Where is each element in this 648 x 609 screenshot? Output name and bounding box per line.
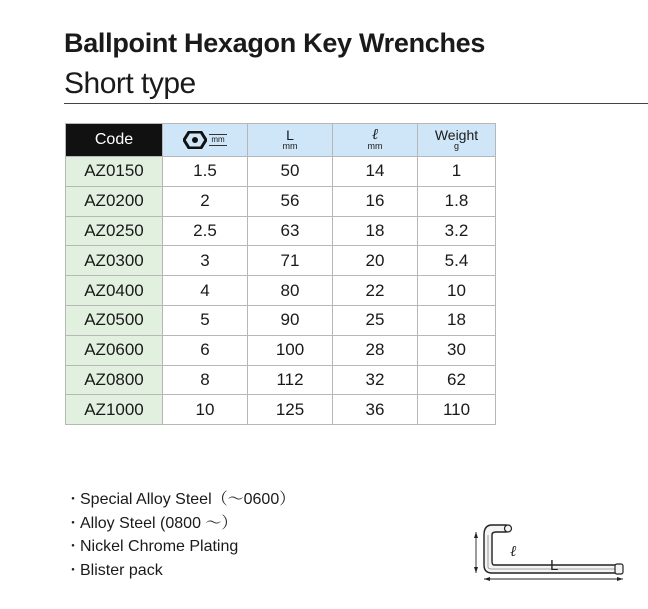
header-weight-unit: g bbox=[453, 141, 459, 151]
hexagon-icon bbox=[183, 131, 207, 149]
bullet: ・ bbox=[66, 561, 80, 578]
cell-weight: 18 bbox=[418, 305, 496, 335]
table-row bbox=[66, 395, 496, 425]
table-row bbox=[66, 276, 496, 306]
bullet: ・ bbox=[66, 514, 80, 531]
cell-l: 18 bbox=[333, 216, 418, 246]
header-weight bbox=[418, 124, 496, 157]
header-hex-unit: mm bbox=[211, 134, 225, 144]
header-l-unit: mm bbox=[367, 141, 383, 151]
cell-L: 100 bbox=[248, 335, 333, 365]
cell-size: 6 bbox=[163, 335, 248, 365]
cell-weight: 10 bbox=[418, 276, 496, 306]
header-l-label: ℓ bbox=[371, 127, 379, 143]
cell-L: 63 bbox=[248, 216, 333, 246]
header-weight-label: Weight bbox=[434, 127, 479, 143]
cell-weight: 5.4 bbox=[418, 246, 496, 276]
header-L-unit: mm bbox=[282, 141, 298, 151]
cell-l: 28 bbox=[333, 335, 418, 365]
wrench-dimension-diagram bbox=[466, 515, 630, 585]
table-row bbox=[66, 305, 496, 335]
header-L bbox=[248, 124, 333, 157]
cell-L: 80 bbox=[248, 276, 333, 306]
cell-l: 20 bbox=[333, 246, 418, 276]
table-header-row bbox=[66, 124, 496, 157]
header-hex-size bbox=[163, 124, 248, 157]
feature-list bbox=[66, 488, 295, 582]
cell-size: 2.5 bbox=[163, 216, 248, 246]
cell-l: 36 bbox=[333, 395, 418, 425]
title-divider bbox=[64, 103, 648, 104]
cell-L: 71 bbox=[248, 246, 333, 276]
cell-code: AZ0250 bbox=[66, 216, 163, 246]
cell-L: 90 bbox=[248, 305, 333, 335]
cell-size: 2 bbox=[163, 186, 248, 216]
cell-weight: 110 bbox=[418, 395, 496, 425]
cell-size: 5 bbox=[163, 305, 248, 335]
feature-text: Nickel Chrome Plating bbox=[80, 538, 239, 555]
cell-size: 8 bbox=[163, 365, 248, 395]
cell-code: AZ0150 bbox=[66, 157, 163, 187]
cell-code: AZ0800 bbox=[66, 365, 163, 395]
ball-tip-long bbox=[615, 564, 623, 574]
header-code: Code bbox=[66, 124, 163, 157]
cell-L: 50 bbox=[248, 157, 333, 187]
cell-l: 22 bbox=[333, 276, 418, 306]
table-row bbox=[66, 335, 496, 365]
table-row bbox=[66, 216, 496, 246]
cell-L: 112 bbox=[248, 365, 333, 395]
diagram-long-label: L bbox=[550, 557, 559, 574]
header-l bbox=[333, 124, 418, 157]
spec-table bbox=[65, 123, 496, 425]
cell-l: 14 bbox=[333, 157, 418, 187]
cell-weight: 62 bbox=[418, 365, 496, 395]
cell-weight: 1 bbox=[418, 157, 496, 187]
cell-weight: 30 bbox=[418, 335, 496, 365]
ball-tip-short bbox=[505, 525, 512, 532]
table-row bbox=[66, 157, 496, 187]
cell-code: AZ0500 bbox=[66, 305, 163, 335]
cell-code: AZ0300 bbox=[66, 246, 163, 276]
cell-L: 56 bbox=[248, 186, 333, 216]
feature-text: Special Alloy Steel（～0600） bbox=[80, 491, 296, 508]
feature-item bbox=[66, 512, 295, 536]
cell-size: 10 bbox=[163, 395, 248, 425]
cell-l: 32 bbox=[333, 365, 418, 395]
feature-item bbox=[66, 559, 295, 583]
page-title: Ballpoint Hexagon Key Wrenches bbox=[64, 28, 486, 58]
table-row bbox=[66, 365, 496, 395]
cell-L: 125 bbox=[248, 395, 333, 425]
feature-text: Blister pack bbox=[80, 561, 163, 579]
cell-l: 25 bbox=[333, 305, 418, 335]
bullet: ・ bbox=[66, 538, 80, 554]
table-row bbox=[66, 246, 496, 276]
cell-size: 1.5 bbox=[163, 157, 248, 187]
cell-weight: 1.8 bbox=[418, 186, 496, 216]
cell-size: 3 bbox=[163, 246, 248, 276]
cell-l: 16 bbox=[333, 186, 418, 216]
cell-code: AZ0600 bbox=[66, 335, 163, 365]
feature-text: Alloy Steel (0800 ～） bbox=[80, 514, 238, 532]
cell-weight: 3.2 bbox=[418, 216, 496, 246]
diagram-short-label: ℓ bbox=[510, 544, 517, 560]
feature-item bbox=[66, 488, 295, 512]
cell-size: 4 bbox=[163, 276, 248, 306]
feature-item bbox=[66, 535, 295, 559]
header-L-label: L bbox=[286, 127, 294, 143]
table-row bbox=[66, 186, 496, 216]
page-subtitle: Short type bbox=[64, 67, 196, 100]
cell-code: AZ1000 bbox=[66, 395, 163, 425]
cell-code: AZ0200 bbox=[66, 186, 163, 216]
cell-code: AZ0400 bbox=[66, 276, 163, 306]
bullet: ・ bbox=[66, 491, 80, 507]
